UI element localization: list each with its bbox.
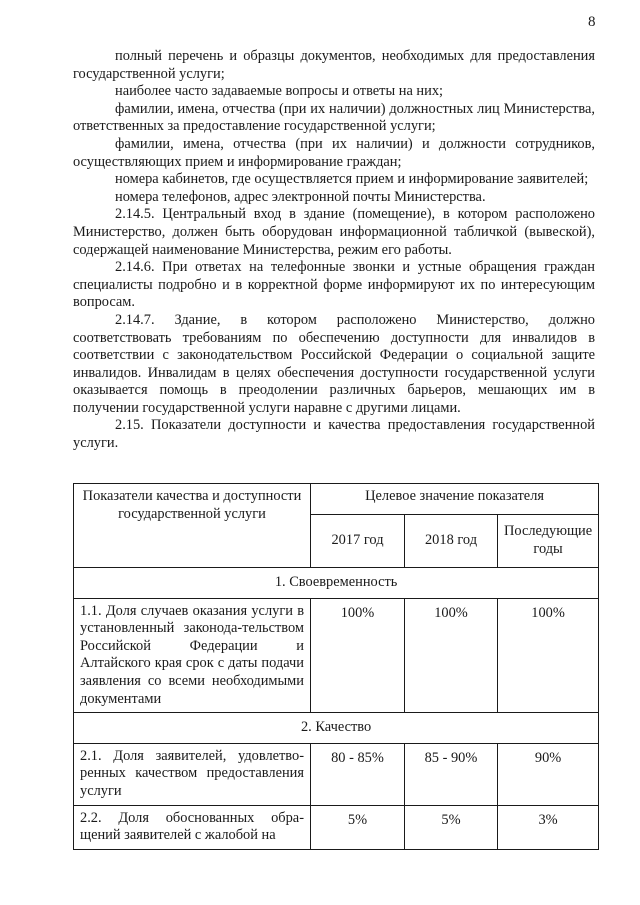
page-number: 8	[588, 14, 596, 30]
indicator-name: 2.2. Доля обоснованных обра-щений заявителей с жалобой на	[74, 805, 311, 849]
year-2017-header: 2017 год	[311, 515, 405, 568]
indicators-table	[73, 483, 599, 850]
value-next-years: 100%	[498, 598, 599, 713]
year-2018-header: 2018 год	[405, 515, 498, 568]
paragraph: полный перечень и образцы документов, необходимых для предоставления государственной услуги;	[73, 48, 595, 82]
body-text	[73, 48, 595, 453]
table-row	[74, 743, 599, 805]
value-2018: 5%	[405, 805, 498, 849]
value-2017: 100%	[311, 598, 405, 713]
indicator-header: Показатели качества и доступности государственной услуги	[74, 484, 311, 568]
value-2017: 80 - 85%	[311, 743, 405, 805]
table-row	[74, 805, 599, 849]
indicator-name: 2.1. Доля заявителей, удовлетво-ренных качеством предоставления услуги	[74, 743, 311, 805]
paragraph: 2.14.6. При ответах на телефонные звонки и устные обращения граждан специалисты подробно и в корректной форме информируют их по интересующим вопросам.	[73, 259, 595, 311]
table-row	[74, 598, 599, 713]
indicator-name: 1.1. Доля случаев оказания услуги в установленный законода-тельством Российской Федерации и Алтайского края срок с даты подачи заявления со всеми необходимыми документами	[74, 598, 311, 713]
next-years-header: Последующие годы	[498, 515, 599, 568]
paragraph: фамилии, имена, отчества (при их наличии) должностных лиц Министерства, ответственных за предоставление государственной услуги;	[73, 100, 595, 135]
value-2018: 100%	[405, 598, 498, 713]
value-2017: 5%	[311, 805, 405, 849]
section-title: 2. Качество	[74, 713, 599, 744]
paragraph: наиболее часто задаваемые вопросы и ответы на них;	[115, 83, 444, 100]
value-2018: 85 - 90%	[405, 743, 498, 805]
value-next-years: 90%	[498, 743, 599, 805]
target-header: Целевое значение показателя	[311, 484, 599, 515]
section-title: 1. Своевременность	[74, 568, 599, 599]
paragraph: номера телефонов, адрес электронной почты Министерства.	[115, 188, 486, 205]
paragraph: номера кабинетов, где осуществляется прием и информирование заявителей;	[115, 171, 589, 188]
paragraph: фамилии, имена, отчества (при их наличии) и должности сотрудников, осуществляющих прием и информирование граждан;	[73, 135, 595, 170]
paragraph: 2.14.5. Центральный вход в здание (помещение), в котором расположено Министерство, должен быть оборудован информационной табличкой (вывеской), содержащей наименование Министерства, режим его работы.	[73, 206, 595, 258]
value-next-years: 3%	[498, 805, 599, 849]
paragraph: 2.14.7. Здание, в котором расположено Министерство, должно соответствовать требованиям по обеспечению доступности для инвалидов в соответствии с законодательством Российской Федерации о социальной защите инвалидов. Инвалидам в целях обеспечения доступности государственной услуги оказывается помощь в преодолении различных барьеров, мешающих им в получении государственной услуги наравне с другими лицами.	[73, 311, 595, 416]
paragraph: 2.15. Показатели доступности и качества предоставления государственной услуги.	[73, 417, 595, 452]
